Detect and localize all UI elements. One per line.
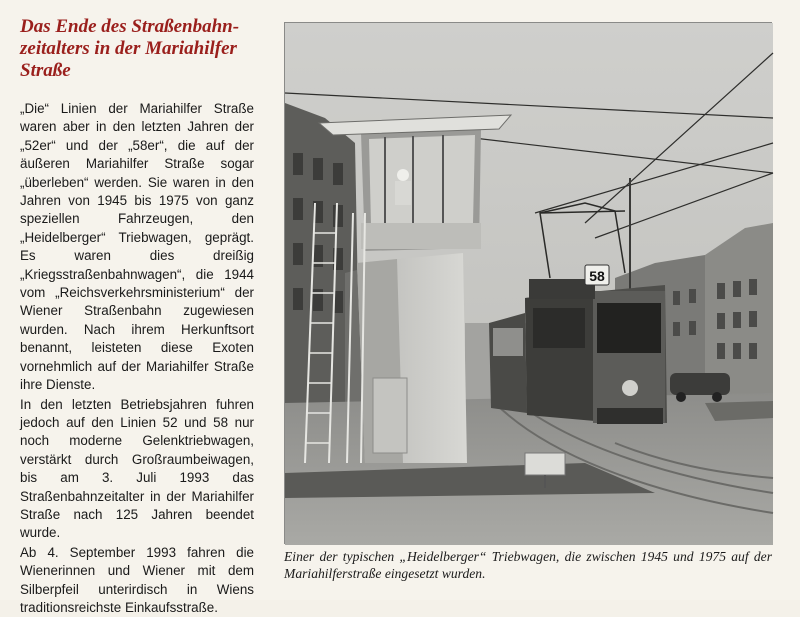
- tram-line-sign: 58: [589, 268, 605, 284]
- heading-line: zeitalters in der Mariahilfer: [20, 38, 237, 59]
- tram-photo-illustration: [285, 23, 773, 545]
- paragraph: Ab 4. September 1993 fahren die Wienerinnen und Wiener mit dem Silberpfeil unterirdisch in Wiens traditionsreichste Einkaufsstraße.: [20, 544, 254, 615]
- paragraph: „Die“ Linien der Mariahilfer Straße waren aber in den letzten Jahren der „52er“ und der „58er“, die auf der äußeren Mariahilfer Straße sogar „überleben“ werden. Sie waren in den Jahren von 1945 bis 1975 von ganz speziellen Fahrzeugen, den „Heidelberger“ Triebwagen, geprägt. Es waren dies dreißig „Kriegsstraßenbahnwagen“, die 1944 vom „Reichsverkehrsministerium“ der Wiener Straßenbahn zugewiesen wurden. Nach ihrem Herkunftsort benannt, leisteten diese Exoten vornehmlich auf der Mariahilfer Straße ihre Dienste.: [20, 101, 254, 393]
- tram-photo: [284, 22, 772, 544]
- article-heading: [20, 16, 254, 82]
- article-body: [20, 100, 254, 617]
- photo-caption: Einer der typischen „Heidelberger“ Triebwagen, die zwischen 1945 und 1975 auf der Mariahilferstraße eingesetzt wurden.: [284, 549, 772, 581]
- paragraph: In den letzten Betriebsjahren fuhren jedoch auf den Linien 52 und 58 nur noch moderne Gelenktriebwagen, verstärkt durch Großraumbeiwagen, bis am 3. Juli 1993 das Straßenbahnzeitalter in der Mariahilfer Straße nach 125 Jahren beendet wurde.: [20, 396, 254, 541]
- heading-line: Straße: [20, 60, 71, 81]
- heading-line: Das Ende des Straßenbahn-: [20, 16, 240, 37]
- article-column: [20, 16, 254, 617]
